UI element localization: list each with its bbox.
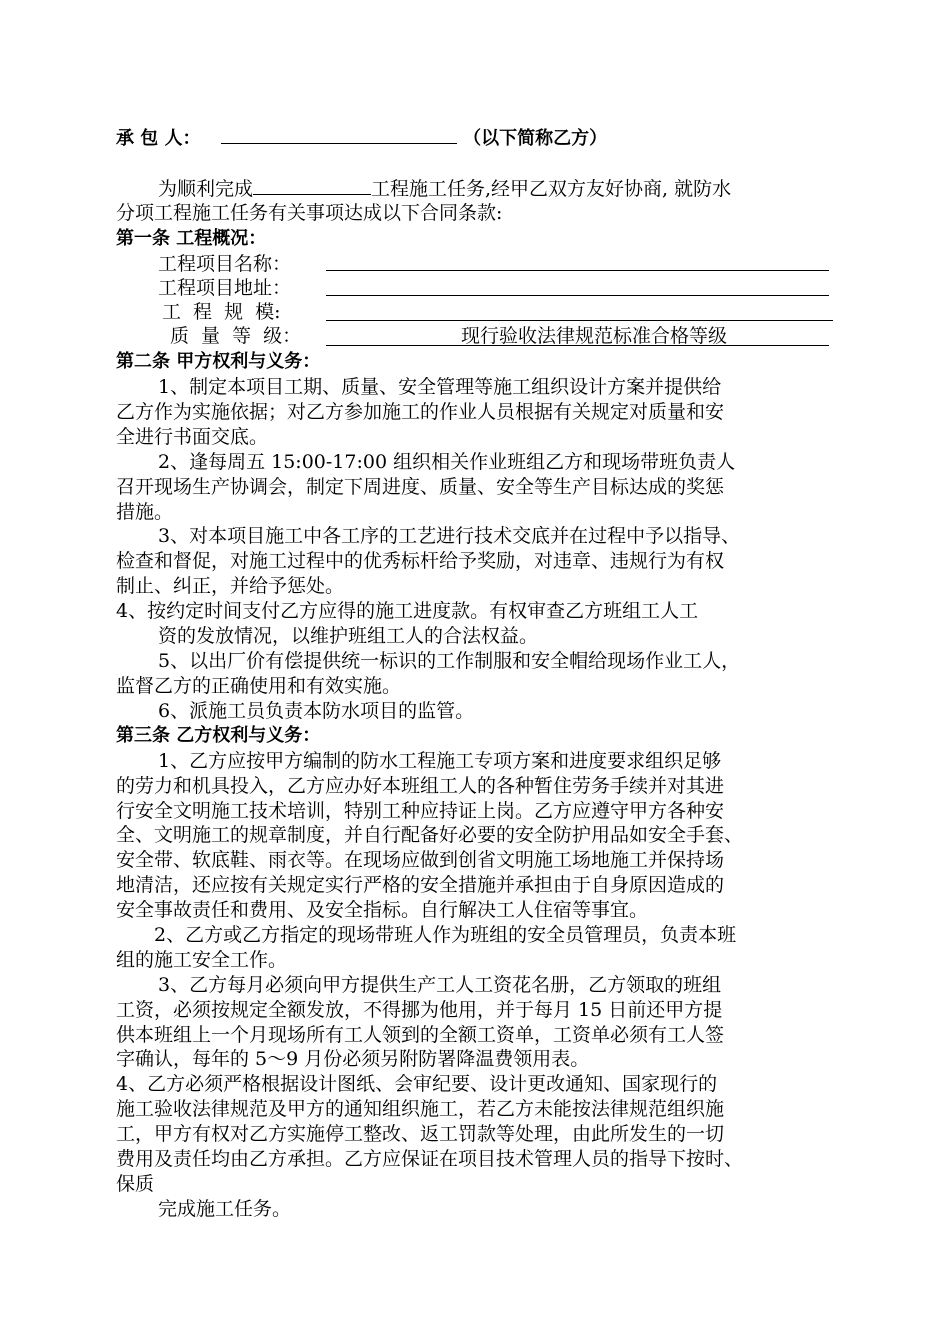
article3-title: 第三条 乙方权利与义务： [116, 725, 321, 746]
article2-line: 全进行书面交底。 [116, 426, 269, 448]
field-label-scale: 工 程 规 模: [162, 301, 281, 323]
article3-line: 安全事故责任和费用、及安全指标。自行解决工人住宿等事宜。 [116, 899, 649, 921]
intro-suffix: 工程施工任务,经甲乙双方友好协商, 就防水 [371, 178, 732, 200]
field-line-scale [326, 319, 833, 321]
article3-line: 3、乙方每月必须向甲方提供生产工人工资花名册，乙方领取的班组 [158, 974, 722, 996]
article2-line: 召开现场生产协调会，制定下周进度、质量、安全等生产目标达成的奖惩 [116, 476, 725, 498]
article2-line: 2、逢每周五 15:00-17:00 组织相关作业班组乙方和现场带班负责人 [158, 451, 736, 473]
article2-line: 1、制定本项目工期、质量、安全管理等施工组织设计方案并提供给 [158, 376, 722, 398]
article3-line: 工，甲方有权对乙方实施停工整改、返工罚款等处理，由此所发生的一切 [116, 1123, 725, 1145]
intro-line-2: 分项工程施工任务有关事项达成以下合同条款: [116, 202, 503, 224]
article3-line: 字确认，每年的 5～9 月份必须另附防署降温费领用表。 [116, 1048, 590, 1070]
contractor-blank [221, 125, 457, 144]
article2-line: 制止、纠正，并给予惩处。 [116, 575, 345, 597]
intro-prefix: 为顺利完成 [158, 178, 254, 200]
article2-line: 5、以出厂价有偿提供统一标识的工作制服和安全帽给现场作业工人， [158, 650, 741, 672]
article2-line: 资的发放情况，以维护班组工人的合法权益。 [158, 625, 539, 647]
field-label-project-name: 工程项目名称： [158, 253, 292, 275]
article2-title: 第二条 甲方权利与义务： [116, 351, 321, 372]
field-line-project-address [326, 294, 829, 296]
article3-line: 施工验收法律规范及甲方的通知组织施工，若乙方未能按法律规范组织施 [116, 1098, 725, 1120]
article3-line: 组的施工安全工作。 [116, 949, 288, 971]
article3-line: 的劳力和机具投入，乙方应办好本班组工人的各种暂住劳务手续并对其进 [116, 775, 725, 797]
article1-title: 第一条 工程概况： [116, 228, 267, 249]
field-label-project-address: 工程项目地址： [158, 277, 292, 299]
article3-line: 4、乙方必须严格根据设计图纸、会审纪要、设计更改通知、国家现行的 [116, 1073, 718, 1095]
field-value-quality: 现行验收法律规范标准合格等级 [461, 325, 728, 347]
contractor-line [116, 125, 607, 151]
article3-line: 安全带、软底鞋、雨衣等。在现场应做到创省文明施工场地施工并保持场 [116, 849, 725, 871]
contractor-label: 承 包 人： [116, 128, 201, 149]
article2-line: 乙方作为实施依据；对乙方参加施工的作业人员根据有关规定对质量和安 [116, 401, 725, 423]
article3-line: 工资，必须按规定全额发放，不得挪为他用，并于每月 15 日前还甲方提 [116, 999, 723, 1021]
article2-line: 6、派施工员负责本防水项目的监管。 [158, 700, 475, 722]
article3-line: 费用及责任均由乙方承担。乙方应保证在项目技术管理人员的指导下按时、 [116, 1148, 744, 1170]
contractor-suffix: （以下简称乙方） [463, 128, 608, 149]
field-label-quality: 质 量 等 级： [170, 325, 302, 347]
article2-line: 监督乙方的正确使用和有效实施。 [116, 675, 402, 697]
article3-line: 完成施工任务。 [158, 1198, 292, 1220]
article3-line: 地清洁，还应按有关规定实行严格的安全措施并承担由于自身原因造成的 [116, 874, 725, 896]
article2-line: 措施。 [116, 501, 174, 523]
field-line-project-name [326, 269, 829, 271]
article2-line: 检查和督促，对施工过程中的优秀标杆给予奖励，对违章、违规行为有权 [116, 550, 725, 572]
article2-line: 4、按约定时间支付乙方应得的施工进度款。有权审查乙方班组工人工 [116, 600, 699, 622]
article3-line: 全、文明施工的规章制度，并自行配备好必要的安全防护用品如安全手套、 [116, 824, 744, 846]
article3-line: 保质 [116, 1173, 155, 1195]
intro-line-1 [158, 176, 731, 201]
project-name-blank [253, 176, 371, 195]
article3-line: 1、乙方应按甲方编制的防水工程施工专项方案和进度要求组织足够 [158, 750, 722, 772]
article2-line: 3、对本项目施工中各工序的工艺进行技术交底并在过程中予以指导、 [158, 525, 741, 547]
article3-line: 行安全文明施工技术培训，特别工种应持证上岗。乙方应遵守甲方各种安 [116, 800, 725, 822]
article3-line: 2、乙方或乙方指定的现场带班人作为班组的安全员管理员，负责本班 [154, 924, 737, 946]
article3-line: 供本班组上一个月现场所有工人领到的全额工资单，工资单必须有工人签 [116, 1024, 725, 1046]
